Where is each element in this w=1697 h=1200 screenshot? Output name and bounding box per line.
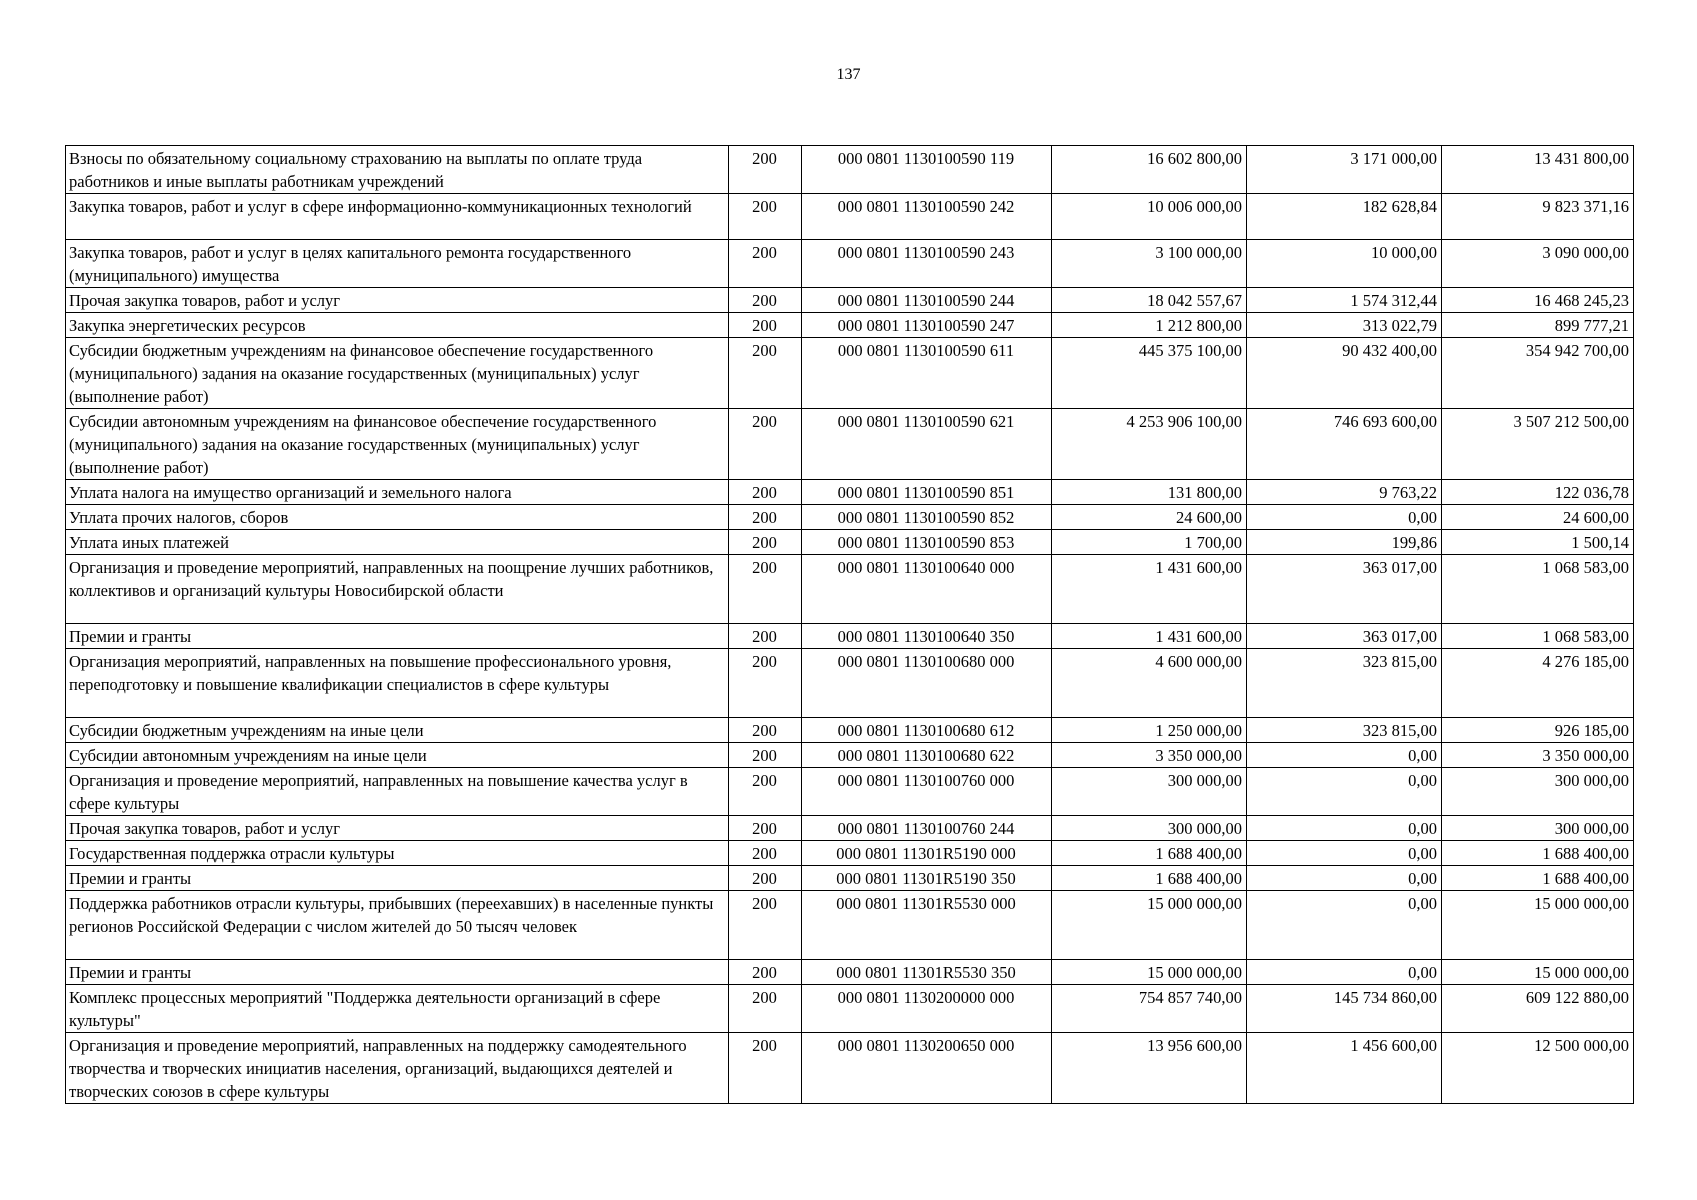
cell-unexecuted-amount: 300 000,00 <box>1442 816 1634 841</box>
cell-unexecuted-amount: 300 000,00 <box>1442 768 1634 816</box>
cell-budget-classification-code: 000 0801 1130200000 000 <box>802 985 1052 1033</box>
cell-approved-amount: 300 000,00 <box>1052 816 1247 841</box>
table-row <box>66 743 1634 768</box>
cell-line-code: 200 <box>729 409 802 480</box>
table-row <box>66 480 1634 505</box>
cell-line-code: 200 <box>729 866 802 891</box>
cell-budget-classification-code: 000 0801 1130100760 244 <box>802 816 1052 841</box>
cell-name: Прочая закупка товаров, работ и услуг <box>66 816 729 841</box>
table-row <box>66 985 1634 1033</box>
cell-approved-amount: 1 688 400,00 <box>1052 866 1247 891</box>
cell-approved-amount: 445 375 100,00 <box>1052 338 1247 409</box>
table-row <box>66 288 1634 313</box>
cell-unexecuted-amount: 3 350 000,00 <box>1442 743 1634 768</box>
cell-approved-amount: 4 253 906 100,00 <box>1052 409 1247 480</box>
cell-line-code: 200 <box>729 1033 802 1104</box>
cell-approved-amount: 131 800,00 <box>1052 480 1247 505</box>
cell-executed-amount: 0,00 <box>1247 891 1442 960</box>
cell-line-code: 200 <box>729 891 802 960</box>
cell-name: Закупка товаров, работ и услуг в сфере информационно-коммуникационных технологий <box>66 194 729 240</box>
cell-executed-amount: 363 017,00 <box>1247 555 1442 624</box>
cell-name: Премии и гранты <box>66 624 729 649</box>
cell-name: Комплекс процессных мероприятий "Поддержка деятельности организаций в сфере культуры" <box>66 985 729 1033</box>
cell-approved-amount: 1 700,00 <box>1052 530 1247 555</box>
cell-executed-amount: 1 574 312,44 <box>1247 288 1442 313</box>
cell-name: Субсидии бюджетным учреждениям на иные цели <box>66 718 729 743</box>
cell-approved-amount: 1 431 600,00 <box>1052 555 1247 624</box>
cell-budget-classification-code: 000 0801 1130100590 247 <box>802 313 1052 338</box>
cell-unexecuted-amount: 15 000 000,00 <box>1442 891 1634 960</box>
cell-unexecuted-amount: 1 068 583,00 <box>1442 555 1634 624</box>
cell-approved-amount: 15 000 000,00 <box>1052 891 1247 960</box>
cell-line-code: 200 <box>729 768 802 816</box>
table-row <box>66 240 1634 288</box>
cell-unexecuted-amount: 24 600,00 <box>1442 505 1634 530</box>
cell-approved-amount: 18 042 557,67 <box>1052 288 1247 313</box>
cell-unexecuted-amount: 1 500,14 <box>1442 530 1634 555</box>
cell-executed-amount: 1 456 600,00 <box>1247 1033 1442 1104</box>
cell-unexecuted-amount: 12 500 000,00 <box>1442 1033 1634 1104</box>
cell-line-code: 200 <box>729 338 802 409</box>
cell-name: Премии и гранты <box>66 960 729 985</box>
cell-executed-amount: 145 734 860,00 <box>1247 985 1442 1033</box>
cell-line-code: 200 <box>729 313 802 338</box>
cell-executed-amount: 10 000,00 <box>1247 240 1442 288</box>
cell-executed-amount: 363 017,00 <box>1247 624 1442 649</box>
cell-executed-amount: 199,86 <box>1247 530 1442 555</box>
cell-name: Взносы по обязательному социальному страхованию на выплаты по оплате труда работников и иные выплаты работникам учреждений <box>66 146 729 194</box>
cell-executed-amount: 90 432 400,00 <box>1247 338 1442 409</box>
cell-approved-amount: 16 602 800,00 <box>1052 146 1247 194</box>
table-row <box>66 624 1634 649</box>
table-row <box>66 505 1634 530</box>
cell-approved-amount: 3 350 000,00 <box>1052 743 1247 768</box>
cell-budget-classification-code: 000 0801 11301R5190 000 <box>802 841 1052 866</box>
table-row <box>66 768 1634 816</box>
cell-name: Уплата прочих налогов, сборов <box>66 505 729 530</box>
cell-budget-classification-code: 000 0801 1130100590 621 <box>802 409 1052 480</box>
cell-unexecuted-amount: 9 823 371,16 <box>1442 194 1634 240</box>
cell-line-code: 200 <box>729 841 802 866</box>
table-row <box>66 649 1634 718</box>
table-row <box>66 841 1634 866</box>
cell-unexecuted-amount: 609 122 880,00 <box>1442 985 1634 1033</box>
table-row <box>66 816 1634 841</box>
cell-line-code: 200 <box>729 985 802 1033</box>
cell-approved-amount: 1 688 400,00 <box>1052 841 1247 866</box>
cell-budget-classification-code: 000 0801 1130100760 000 <box>802 768 1052 816</box>
cell-name: Государственная поддержка отрасли культуры <box>66 841 729 866</box>
cell-approved-amount: 3 100 000,00 <box>1052 240 1247 288</box>
cell-line-code: 200 <box>729 743 802 768</box>
cell-line-code: 200 <box>729 960 802 985</box>
cell-budget-classification-code: 000 0801 1130100640 000 <box>802 555 1052 624</box>
cell-unexecuted-amount: 899 777,21 <box>1442 313 1634 338</box>
cell-line-code: 200 <box>729 718 802 743</box>
cell-line-code: 200 <box>729 288 802 313</box>
cell-name: Закупка энергетических ресурсов <box>66 313 729 338</box>
cell-executed-amount: 0,00 <box>1247 505 1442 530</box>
cell-unexecuted-amount: 926 185,00 <box>1442 718 1634 743</box>
cell-approved-amount: 24 600,00 <box>1052 505 1247 530</box>
cell-line-code: 200 <box>729 624 802 649</box>
cell-line-code: 200 <box>729 194 802 240</box>
cell-line-code: 200 <box>729 240 802 288</box>
cell-budget-classification-code: 000 0801 11301R5530 000 <box>802 891 1052 960</box>
table-row <box>66 891 1634 960</box>
cell-unexecuted-amount: 13 431 800,00 <box>1442 146 1634 194</box>
cell-budget-classification-code: 000 0801 1130100590 611 <box>802 338 1052 409</box>
cell-executed-amount: 0,00 <box>1247 816 1442 841</box>
table-row <box>66 313 1634 338</box>
cell-budget-classification-code: 000 0801 1130100590 243 <box>802 240 1052 288</box>
cell-approved-amount: 300 000,00 <box>1052 768 1247 816</box>
page-number: 137 <box>836 66 861 83</box>
cell-budget-classification-code: 000 0801 1130100590 244 <box>802 288 1052 313</box>
cell-unexecuted-amount: 1 688 400,00 <box>1442 866 1634 891</box>
cell-name: Организация мероприятий, направленных на повышение профессионального уровня, переподготовку и повышение квалификации специалистов в сфере культуры <box>66 649 729 718</box>
cell-name: Уплата налога на имущество организаций и земельного налога <box>66 480 729 505</box>
cell-executed-amount: 0,00 <box>1247 768 1442 816</box>
cell-budget-classification-code: 000 0801 1130100590 852 <box>802 505 1052 530</box>
cell-budget-classification-code: 000 0801 1130100680 000 <box>802 649 1052 718</box>
cell-unexecuted-amount: 122 036,78 <box>1442 480 1634 505</box>
cell-name: Уплата иных платежей <box>66 530 729 555</box>
table-row <box>66 194 1634 240</box>
table-row <box>66 555 1634 624</box>
cell-executed-amount: 0,00 <box>1247 866 1442 891</box>
budget-execution-table <box>65 145 1634 1104</box>
cell-name: Закупка товаров, работ и услуг в целях капитального ремонта государственного (муниципального) имущества <box>66 240 729 288</box>
cell-executed-amount: 323 815,00 <box>1247 649 1442 718</box>
cell-unexecuted-amount: 1 688 400,00 <box>1442 841 1634 866</box>
cell-name: Поддержка работников отрасли культуры, прибывших (переехавших) в населенные пункты регионов Российской Федерации с числом жителей до 50 тысяч человек <box>66 891 729 960</box>
cell-unexecuted-amount: 3 507 212 500,00 <box>1442 409 1634 480</box>
table-row <box>66 866 1634 891</box>
cell-executed-amount: 0,00 <box>1247 960 1442 985</box>
cell-budget-classification-code: 000 0801 1130100590 853 <box>802 530 1052 555</box>
cell-unexecuted-amount: 16 468 245,23 <box>1442 288 1634 313</box>
cell-budget-classification-code: 000 0801 1130100590 851 <box>802 480 1052 505</box>
cell-name: Премии и гранты <box>66 866 729 891</box>
cell-line-code: 200 <box>729 505 802 530</box>
cell-executed-amount: 746 693 600,00 <box>1247 409 1442 480</box>
table-row <box>66 338 1634 409</box>
cell-line-code: 200 <box>729 530 802 555</box>
cell-budget-classification-code: 000 0801 1130100680 612 <box>802 718 1052 743</box>
table-row <box>66 146 1634 194</box>
table-row <box>66 409 1634 480</box>
cell-unexecuted-amount: 15 000 000,00 <box>1442 960 1634 985</box>
cell-line-code: 200 <box>729 649 802 718</box>
cell-executed-amount: 9 763,22 <box>1247 480 1442 505</box>
cell-budget-classification-code: 000 0801 1130200650 000 <box>802 1033 1052 1104</box>
cell-approved-amount: 10 006 000,00 <box>1052 194 1247 240</box>
table-row <box>66 1033 1634 1104</box>
cell-unexecuted-amount: 4 276 185,00 <box>1442 649 1634 718</box>
cell-name: Субсидии автономным учреждениям на финансовое обеспечение государственного (муниципального) задания на оказание государственных (муниципальных) услуг (выполнение работ) <box>66 409 729 480</box>
cell-budget-classification-code: 000 0801 1130100680 622 <box>802 743 1052 768</box>
cell-approved-amount: 754 857 740,00 <box>1052 985 1247 1033</box>
cell-approved-amount: 15 000 000,00 <box>1052 960 1247 985</box>
cell-executed-amount: 3 171 000,00 <box>1247 146 1442 194</box>
cell-executed-amount: 0,00 <box>1247 743 1442 768</box>
cell-line-code: 200 <box>729 480 802 505</box>
cell-executed-amount: 182 628,84 <box>1247 194 1442 240</box>
cell-approved-amount: 4 600 000,00 <box>1052 649 1247 718</box>
cell-approved-amount: 13 956 600,00 <box>1052 1033 1247 1104</box>
cell-line-code: 200 <box>729 146 802 194</box>
cell-budget-classification-code: 000 0801 1130100640 350 <box>802 624 1052 649</box>
cell-name: Организация и проведение мероприятий, направленных на поощрение лучших работников, коллективов и организаций культуры Новосибирской области <box>66 555 729 624</box>
cell-approved-amount: 1 250 000,00 <box>1052 718 1247 743</box>
cell-name: Прочая закупка товаров, работ и услуг <box>66 288 729 313</box>
cell-unexecuted-amount: 1 068 583,00 <box>1442 624 1634 649</box>
cell-budget-classification-code: 000 0801 11301R5530 350 <box>802 960 1052 985</box>
table-row <box>66 960 1634 985</box>
cell-name: Организация и проведение мероприятий, направленных на повышение качества услуг в сфере культуры <box>66 768 729 816</box>
cell-name: Субсидии бюджетным учреждениям на финансовое обеспечение государственного (муниципального) задания на оказание государственных (муниципальных) услуг (выполнение работ) <box>66 338 729 409</box>
cell-unexecuted-amount: 354 942 700,00 <box>1442 338 1634 409</box>
cell-name: Организация и проведение мероприятий, направленных на поддержку самодеятельного творчества и творческих инициатив населения, организаций, выдающихся деятелей и творческих союзов в сфере культуры <box>66 1033 729 1104</box>
cell-line-code: 200 <box>729 816 802 841</box>
cell-executed-amount: 313 022,79 <box>1247 313 1442 338</box>
cell-approved-amount: 1 212 800,00 <box>1052 313 1247 338</box>
cell-name: Субсидии автономным учреждениям на иные цели <box>66 743 729 768</box>
cell-line-code: 200 <box>729 555 802 624</box>
cell-executed-amount: 323 815,00 <box>1247 718 1442 743</box>
cell-approved-amount: 1 431 600,00 <box>1052 624 1247 649</box>
cell-budget-classification-code: 000 0801 1130100590 119 <box>802 146 1052 194</box>
table-row <box>66 530 1634 555</box>
cell-budget-classification-code: 000 0801 11301R5190 350 <box>802 866 1052 891</box>
cell-unexecuted-amount: 3 090 000,00 <box>1442 240 1634 288</box>
cell-budget-classification-code: 000 0801 1130100590 242 <box>802 194 1052 240</box>
table-row <box>66 718 1634 743</box>
cell-executed-amount: 0,00 <box>1247 841 1442 866</box>
